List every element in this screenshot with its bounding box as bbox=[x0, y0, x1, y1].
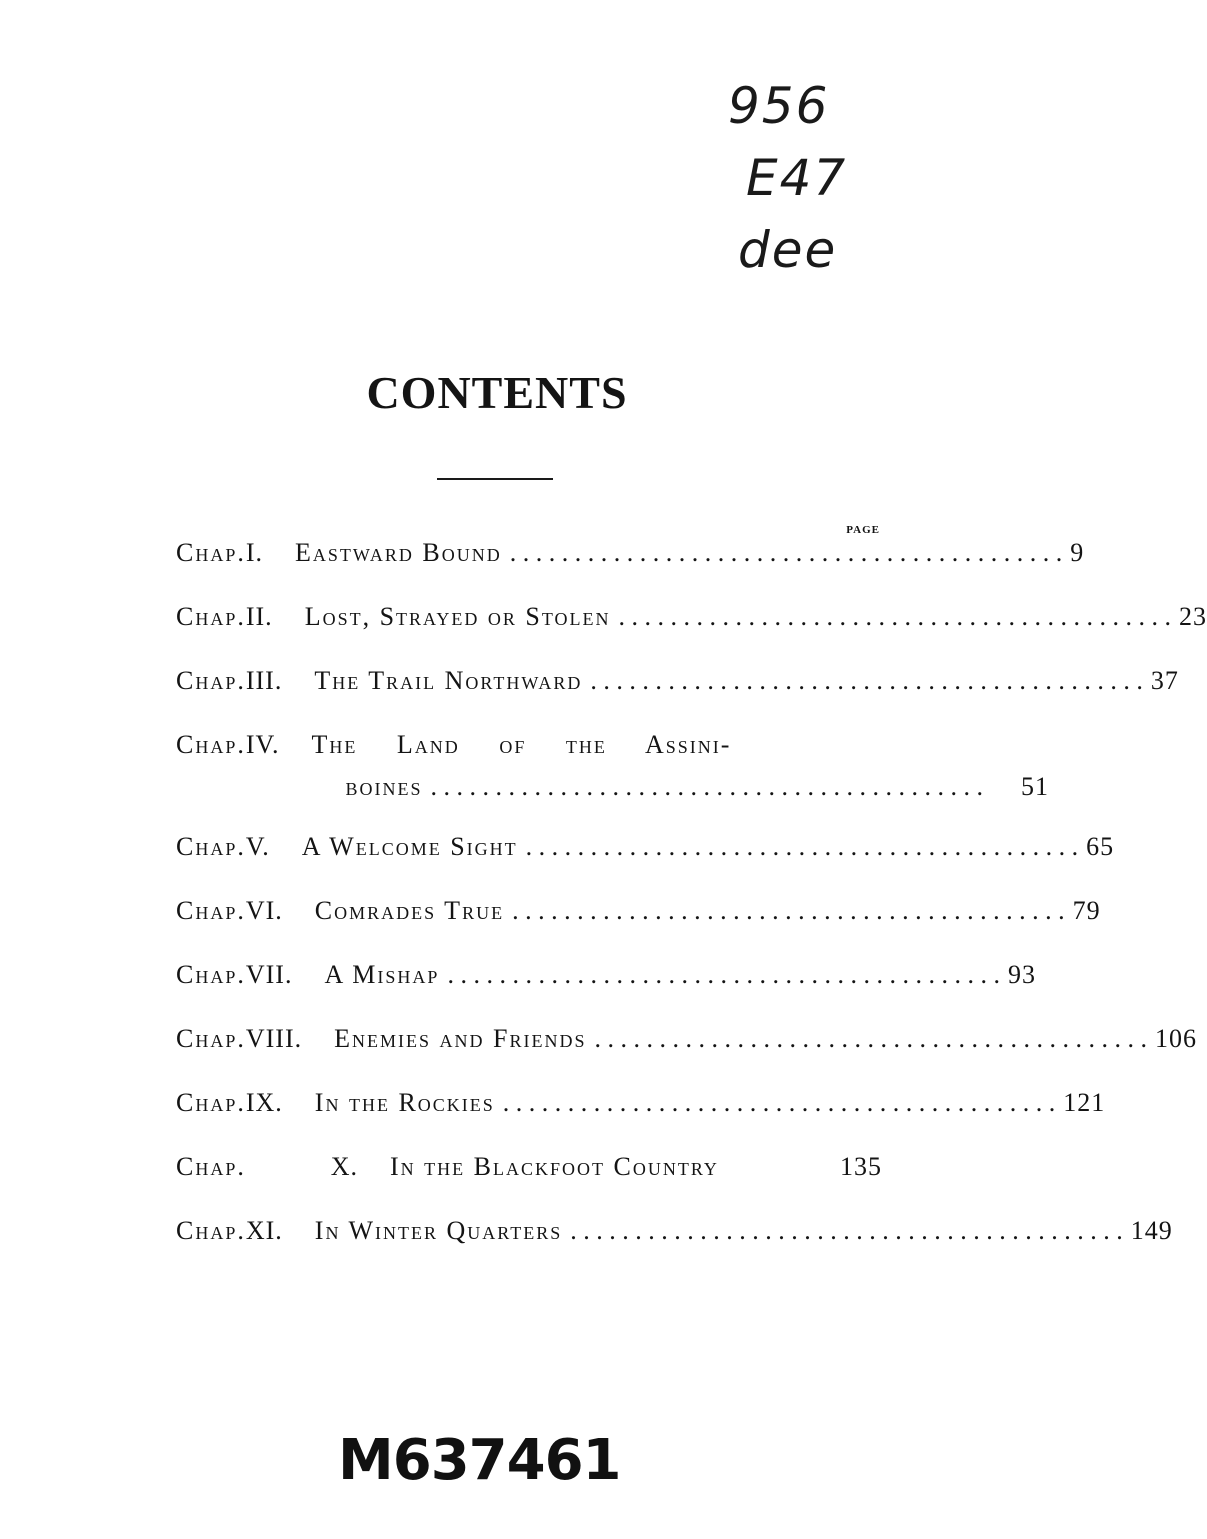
chapter-title: Comrades True bbox=[314, 896, 505, 925]
chapter-number: V. bbox=[245, 832, 270, 861]
toc-row bbox=[176, 602, 1207, 666]
chapter-label: Chap. bbox=[176, 832, 246, 861]
chapter-label: Chap. bbox=[176, 1024, 246, 1053]
chapter-title: Eastward Bound bbox=[295, 538, 502, 567]
chapter-number: VI. bbox=[245, 896, 283, 925]
chapter-title: Lost, Strayed or Stolen bbox=[304, 602, 611, 631]
chapter-number: IX. bbox=[245, 1088, 283, 1117]
chapter-number: III. bbox=[245, 666, 283, 695]
chapter-page: 65 bbox=[1086, 832, 1115, 861]
toc-row bbox=[176, 896, 1101, 960]
chapter-number: I. bbox=[245, 538, 264, 567]
handwritten-call-number bbox=[728, 70, 878, 286]
call-number-line-3: dee bbox=[738, 221, 838, 279]
chapter-label: Chap. bbox=[176, 1216, 246, 1245]
chapter-label: Chap. bbox=[176, 666, 246, 695]
leader-dots bbox=[503, 1088, 1056, 1118]
chapter-page: 9 bbox=[1070, 538, 1085, 567]
chapter-title: The Trail Northward bbox=[314, 666, 583, 695]
chapter-label: Chap. bbox=[176, 960, 246, 989]
leader-dots bbox=[430, 772, 983, 802]
chapter-title-line-1: The Land of the Assini- bbox=[311, 730, 732, 759]
toc-row bbox=[176, 832, 1115, 896]
chapter-label: Chap. bbox=[176, 896, 246, 925]
chapter-title: Enemies and Friends bbox=[334, 1024, 587, 1053]
toc-row bbox=[176, 1088, 1106, 1152]
chapter-number: IV. bbox=[245, 730, 280, 759]
chapter-title: In the Blackfoot Country bbox=[390, 1152, 719, 1181]
chapter-page: 121 bbox=[1063, 1088, 1106, 1117]
chapter-page: 23 bbox=[1179, 602, 1207, 631]
chapter-number: II. bbox=[245, 602, 273, 631]
chapter-page: 93 bbox=[1007, 960, 1036, 989]
toc-row bbox=[176, 1152, 882, 1216]
chapter-number: VII. bbox=[245, 960, 293, 989]
table-of-contents bbox=[176, 538, 1207, 1280]
leader-dots bbox=[526, 832, 1079, 862]
chapter-title: In the Rockies bbox=[314, 1088, 495, 1117]
toc-row bbox=[176, 960, 1036, 1024]
toc-row bbox=[176, 1024, 1197, 1088]
chapter-title: In Winter Quarters bbox=[314, 1216, 563, 1245]
chapter-page: 135 bbox=[840, 1152, 882, 1181]
chapter-number: VIII. bbox=[245, 1024, 303, 1053]
chapter-number: X. bbox=[330, 1152, 358, 1181]
chapter-label: Chap. bbox=[176, 1088, 246, 1117]
chapter-title-line-2: boines bbox=[345, 772, 423, 801]
leader-dots bbox=[594, 1024, 1147, 1054]
accession-stamp: M637461 bbox=[338, 1428, 621, 1493]
toc-row bbox=[176, 730, 1049, 832]
leader-dots bbox=[570, 1216, 1123, 1246]
chapter-page: 79 bbox=[1072, 896, 1101, 925]
leader-dots bbox=[510, 538, 1063, 568]
call-number-line-2: E47 bbox=[746, 149, 848, 207]
chapter-page: 51 bbox=[1020, 772, 1049, 801]
chapter-label: Chap. bbox=[176, 730, 246, 759]
toc-row bbox=[176, 1216, 1173, 1280]
chapter-page: 37 bbox=[1150, 666, 1179, 695]
call-number-line-1: 956 bbox=[728, 77, 830, 135]
chapter-title: A Mishap bbox=[324, 960, 440, 989]
chapter-label: Chap. bbox=[176, 602, 246, 631]
chapter-label: Chap. bbox=[176, 538, 246, 567]
toc-row bbox=[176, 538, 1085, 602]
title-divider bbox=[437, 478, 553, 480]
leader-dots bbox=[447, 960, 1000, 990]
chapter-label: Chap. bbox=[176, 1152, 246, 1181]
chapter-number: XI. bbox=[245, 1216, 283, 1245]
toc-row bbox=[176, 666, 1179, 730]
leader-dots bbox=[619, 602, 1172, 632]
leader-dots bbox=[590, 666, 1143, 696]
leader-dots bbox=[512, 896, 1065, 926]
chapter-page: 106 bbox=[1154, 1024, 1197, 1053]
chapter-title: A Welcome Sight bbox=[301, 832, 518, 861]
chapter-page: 149 bbox=[1130, 1216, 1173, 1245]
page-title: CONTENTS bbox=[366, 367, 628, 418]
page-column-label: PAGE bbox=[846, 524, 880, 536]
